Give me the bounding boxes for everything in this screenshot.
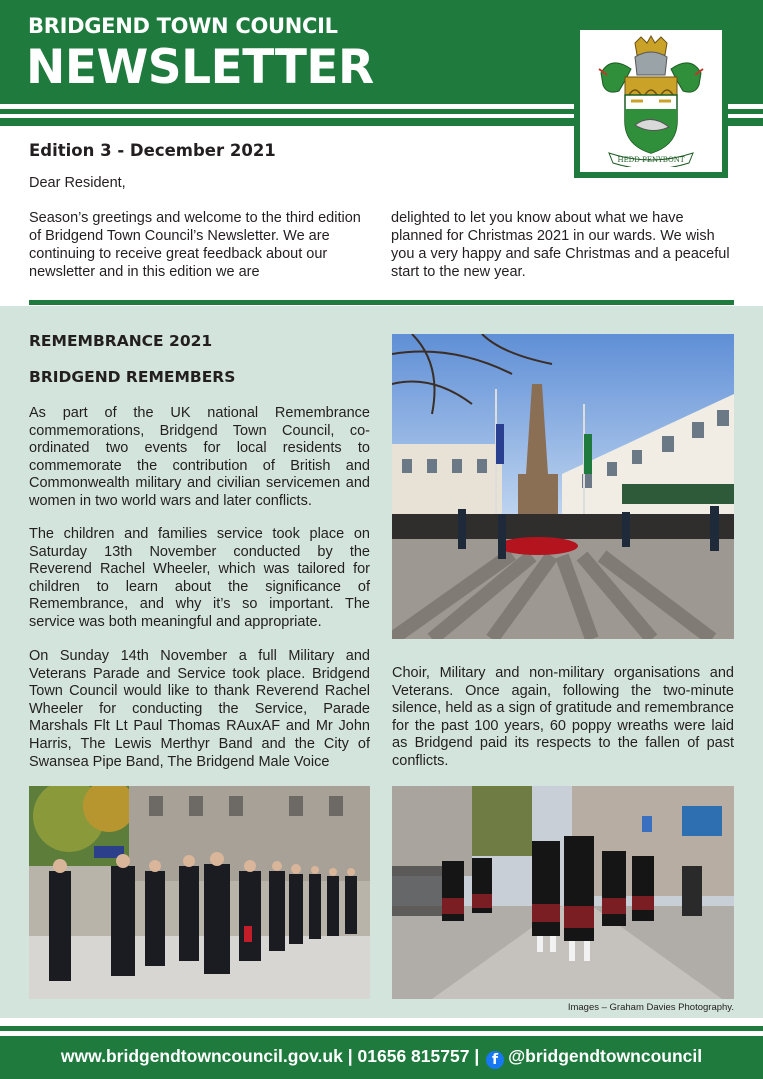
svg-text:HEDD PENYBONT: HEDD PENYBONT (617, 156, 685, 164)
separator: | (474, 1046, 480, 1066)
article-paragraph-2: The children and families service took place on Saturday 13th November conducted by the Reverend Rachel Wheeler, which was tailored for children to learn about the significance of Remembrance, and why it’s so important. The service was both meaningful and appropriate. (29, 526, 370, 630)
photo-credit: Images – Graham Davies Photography. (567, 1002, 734, 1013)
intro-column-right: delighted to let you know about what we have planned for Christmas 2021 in our wards. We wish you a very happy and safe Christmas and a peaceful start to the new year. (391, 210, 730, 280)
greeting: Dear Resident, (29, 175, 126, 191)
article-paragraph-3: On Sunday 14th November a full Military and Veterans Parade and Service took place. Bridgend Town Council would like to thank Reverend Rachel Wheeler for conducting the Service, Parade Marshals Flt Lt Paul Thomas RAuxAF and Mr John Harris, The Lewis Merthyr Band and the City of Swansea Pipe Band, The Bridgend Male Voice (29, 648, 370, 770)
section-subheading: BRIDGEND REMEMBERS (29, 368, 236, 386)
footer-stripe-thin (0, 1026, 763, 1031)
edition-heading: Edition 3 - December 2021 (29, 141, 276, 160)
newsletter-title: NEWSLETTER (26, 40, 374, 95)
section-heading: REMEMBRANCE 2021 (29, 332, 213, 350)
footer-contact (0, 1046, 763, 1069)
facebook-icon: f (486, 1051, 504, 1069)
council-crest (574, 24, 728, 178)
section-divider (29, 300, 734, 305)
article-paragraph-4: Choir, Military and non-military organisations and Veterans. Once again, following the two-minute silence, held as a sign of gratitude and remembrance for the past 100 years, 60 poppy wreaths were laid as Bridgend paid its respects to the fallen of past conflicts. (392, 665, 734, 769)
crest-icon (591, 35, 711, 167)
pipe-band-photo (392, 786, 734, 999)
separator: | (347, 1046, 353, 1066)
intro-column-left: Season’s greetings and welcome to the third edition of Bridgend Town Council’s Newsletter. We are continuing to receive great feedback about our newsletter and in this edition we are (29, 210, 361, 280)
phone-number[interactable]: 01656 815757 (357, 1046, 470, 1066)
veterans-parade-photo (29, 786, 370, 999)
council-name: BRIDGEND TOWN COUNCIL (28, 14, 338, 38)
war-memorial-photo (392, 334, 734, 639)
article-paragraph-1: As part of the UK national Remembrance commemorations, Bridgend Town Council, co-ordinated two events for local residents to commemorate the contribution of British and Commonwealth military and civilian servicemen and women in two world wars and later conflicts. (29, 405, 370, 509)
facebook-handle[interactable]: @bridgendtowncouncil (508, 1046, 703, 1066)
website-link[interactable]: www.bridgendtowncouncil.gov.uk (60, 1046, 343, 1066)
